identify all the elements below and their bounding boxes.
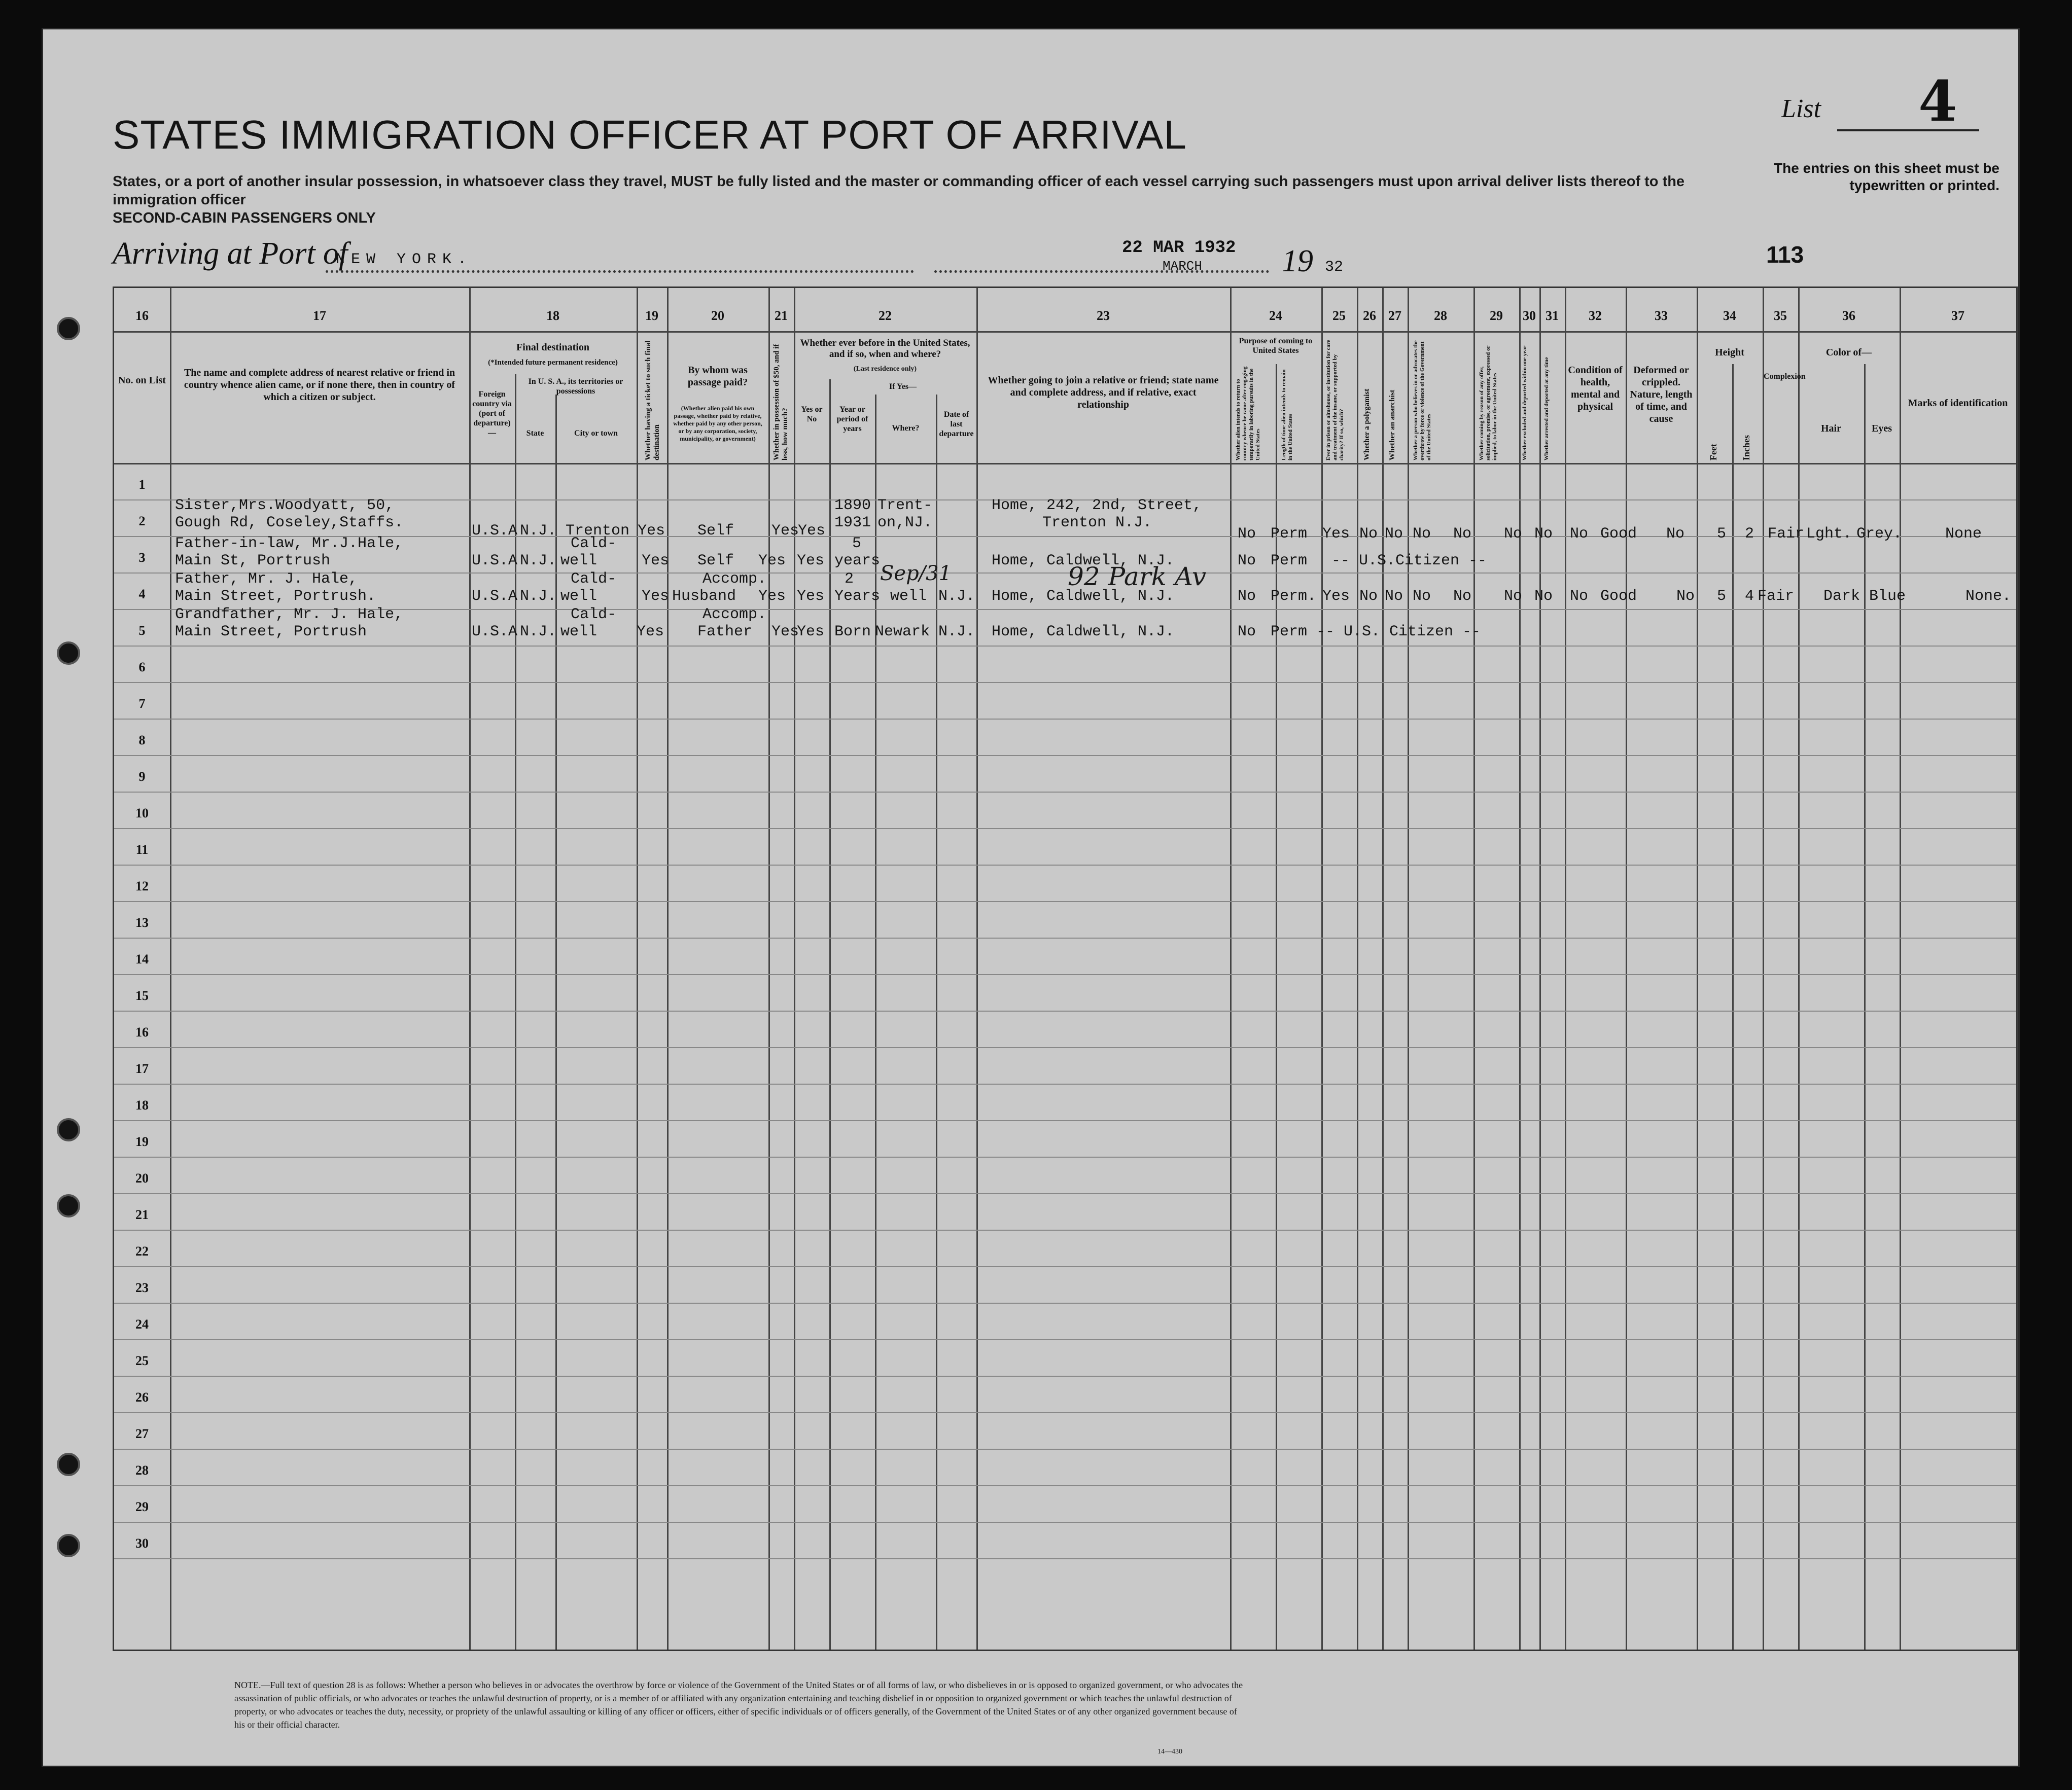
row4-yes-no: Yes (797, 623, 825, 640)
header-purpose-a: Whether alien intends to return to country whence he came after engaging temporarily in laboring pursuits in the United States (1235, 366, 1261, 460)
header-deformed: Deformed or crippled. Nature, length of time, and cause (1630, 365, 1693, 424)
row-number: 10 (135, 806, 149, 820)
row-rule (114, 1230, 2016, 1231)
column-number: 27 (1388, 308, 1401, 323)
column-number: 31 (1546, 308, 1559, 323)
row1-joining: Home, 242, 2nd, Street, (992, 497, 1202, 514)
arriving-label: Arriving at Port of (113, 236, 348, 271)
row1-q26: No (1359, 525, 1378, 543)
header-where: Where? (892, 424, 920, 433)
row-number: 16 (135, 1025, 149, 1040)
column-rule (1473, 288, 1475, 1650)
header-prison: Ever in prison or almshouse, or institution for care and treatment of the insane, or supported by charity? If so, which? (1325, 340, 1345, 460)
row-number: 24 (135, 1317, 149, 1332)
header-height: Height (1715, 347, 1744, 358)
row-rule (114, 938, 2016, 939)
row3-health: Good (1600, 588, 1637, 605)
row-number: 29 (135, 1499, 149, 1514)
header-date-departure: Date of last departure (939, 410, 974, 438)
year-prefix: 19 (1282, 244, 1313, 278)
row1-purpose: No (1238, 525, 1256, 543)
column-rule (555, 395, 557, 1650)
row1-yes-no: Yes (798, 522, 826, 540)
row-number: 26 (135, 1390, 149, 1405)
column-rule (1798, 288, 1800, 1650)
header-before-us: Whether ever before in the United States, and if so, when and where? (800, 338, 970, 360)
row3-city-2: well (560, 588, 598, 605)
list-label: List (1781, 94, 1821, 123)
row4-city: Cald- (571, 606, 617, 623)
row1-length: Perm (1271, 525, 1308, 543)
column-rule (1408, 288, 1409, 1650)
row4-year: Born (834, 623, 871, 640)
column-number: 21 (775, 308, 788, 323)
column-number: 23 (1097, 308, 1110, 323)
header-year-period: Year or period of years (836, 405, 868, 433)
row3-city: Cald- (571, 570, 617, 588)
column-number: 22 (879, 308, 892, 323)
row3-handwritten-date: Sep/31 (880, 562, 952, 585)
row3-marks: None. (1965, 588, 2012, 605)
row3-eyes: Blue (1869, 588, 1906, 605)
row1-city: Trenton (566, 522, 630, 540)
dotted-line (934, 270, 1269, 273)
row-rule (114, 1485, 2016, 1486)
row-number: 17 (135, 1061, 149, 1076)
row3-relative-addr: Main Street, Portrush. (175, 588, 376, 605)
header-rule (114, 463, 2016, 464)
row3-purpose: No (1238, 588, 1256, 605)
row1-q29: No (1504, 525, 1523, 543)
row-rule (114, 719, 2016, 720)
column-rule (768, 288, 770, 1650)
row1-inches: 2 (1745, 525, 1754, 543)
header-final-destination-sub: (*Intended future permanent residence) (488, 359, 618, 367)
row-rule (114, 646, 2016, 647)
punch-hole (57, 317, 80, 340)
column-rule (667, 288, 669, 1650)
header-if-yes: If Yes— (889, 382, 917, 391)
row1-marks: None (1945, 525, 1982, 543)
header-city: City or town (574, 429, 618, 438)
column-rule (1900, 288, 1901, 1650)
column-number: 34 (1723, 308, 1736, 323)
row3-passage-2: Husband (672, 588, 736, 605)
row1-feet: 5 (1717, 525, 1727, 543)
row-rule (114, 1303, 2016, 1304)
header-anarchist: Whether an anarchist (1388, 389, 1396, 460)
row4-where: Newark (875, 623, 930, 640)
row-rule (114, 1558, 2016, 1559)
row3-q30: No (1534, 588, 1553, 605)
row1-money: Yes (771, 522, 799, 540)
row3-complexion: Fair (1758, 588, 1795, 605)
column-number: 29 (1490, 308, 1503, 323)
row2-ticket: Yes (642, 552, 670, 569)
column-rule (1321, 288, 1323, 1650)
row-rule (114, 1449, 2016, 1450)
row3-where: well (890, 588, 927, 605)
column-number: 28 (1434, 308, 1447, 323)
row-number: 4 (138, 587, 146, 601)
row1-hair: Lght. (1806, 525, 1852, 543)
row2-relative: Father-in-law, Mr.J.Hale, (175, 535, 404, 552)
dotted-line (326, 270, 914, 273)
row4-state: N.J. (520, 623, 557, 640)
row3-q28b: No (1453, 588, 1472, 605)
column-rule (1357, 288, 1358, 1650)
row3-length: Perm. (1271, 588, 1317, 605)
manifest-sheet (42, 28, 2020, 1767)
header-joining: Whether going to join a relative or friend; state name and complete address, and if relative, exact relationship (988, 375, 1219, 410)
header-ticket: Whether having a ticket to such final destination (644, 340, 661, 460)
row4-length: Perm (1271, 623, 1308, 640)
row2-length: Perm (1271, 552, 1308, 569)
row2-year-2: years (834, 552, 881, 569)
row3-q27: No (1385, 588, 1403, 605)
row2-relative-addr: Main St, Portrush (175, 552, 331, 569)
row3-money: Yes (758, 588, 786, 605)
typewritten-note: The entries on this sheet must be typewritten or printed. (1774, 160, 1999, 193)
row-number: 9 (138, 769, 146, 784)
column-number: 16 (135, 308, 149, 323)
row1-ticket: Yes (638, 522, 665, 540)
row-number: 30 (135, 1536, 149, 1551)
row4-foreign: U.S.A (472, 623, 518, 640)
header-q28: Whether a person who believes in or advocates the overthrow by force or violence of the Government of the United States (1413, 340, 1432, 460)
row-number: 1 (138, 477, 146, 492)
column-number: 37 (1951, 308, 1964, 323)
column-rule (1626, 288, 1627, 1650)
row-rule (114, 1412, 2016, 1413)
row-number: 12 (135, 879, 149, 893)
row-rule (114, 1047, 2016, 1048)
column-rule (1763, 288, 1764, 1650)
row4-ticket: Yes (637, 623, 664, 640)
header-yes-no: Yes or No (801, 405, 823, 423)
instruction-line: States, or a port of another insular possession, in whatsoever class they travel, MUST be fully listed and the master or commanding officer of each vessel carrying such passengers must upon arrival deliver lists thereof to the immigration officer (113, 173, 1685, 208)
row3-q26: No (1359, 588, 1378, 605)
row-rule (114, 1084, 2016, 1085)
row3-deformed: No (1676, 588, 1695, 605)
header-marks: Marks of identification (1908, 398, 2008, 409)
row2-yes-no: Yes (797, 552, 825, 569)
column-rule (1732, 364, 1734, 1650)
punch-hole (57, 1118, 80, 1141)
row3-handwritten-address: 92 Park Av (1068, 562, 1207, 591)
row3-yes-no: Yes (797, 588, 825, 605)
row-number: 19 (135, 1134, 149, 1149)
row1-relative: Sister,Mrs.Woodyatt, 50, (175, 497, 395, 514)
column-number: 32 (1589, 308, 1602, 323)
header-purpose-b: Length of time alien intends to remain in the United States (1281, 369, 1293, 460)
row3-hair: Dark (1823, 588, 1860, 605)
year-suffix: 32 (1325, 259, 1344, 276)
column-rule (1539, 288, 1541, 1650)
row-rule (114, 1376, 2016, 1377)
header-money: Whether in possession of $50, and if less, how much? (772, 344, 789, 460)
sheet-header (42, 28, 2020, 278)
row-number: 8 (138, 733, 146, 747)
header-q30: Whether excluded and deported within one year (1522, 345, 1528, 460)
row-number: 7 (138, 696, 146, 711)
row3-feet: 5 (1717, 588, 1727, 605)
row3-inches: 4 (1745, 588, 1754, 605)
row2-state: N.J. (520, 552, 557, 569)
column-number: 30 (1523, 308, 1536, 323)
row1-passage: Self (697, 522, 734, 540)
column-number: 24 (1269, 308, 1282, 323)
row1-relative-addr: Gough Rd, Coseley,Staffs. (175, 514, 404, 531)
header-feet: Feet (1708, 444, 1718, 460)
row4-relative: Grandfather, Mr. J. Hale, (175, 606, 404, 623)
column-rule (1519, 288, 1521, 1650)
punch-hole (57, 641, 80, 665)
row-number: 27 (135, 1426, 149, 1441)
row2-passage: Self (697, 552, 734, 569)
row-rule (114, 974, 2016, 975)
row1-year-2: 1931 (834, 514, 871, 531)
row2-joining: Home, Caldwell, N.J. (992, 552, 1175, 569)
row3-foreign: U.S.A (472, 588, 518, 605)
row-number: 2 (138, 514, 146, 528)
column-number: 17 (313, 308, 326, 323)
row3-ticket: Yes (642, 588, 670, 605)
row1-health: Good (1600, 525, 1637, 543)
column-number: 18 (546, 308, 559, 323)
header-hair: Hair (1821, 423, 1841, 434)
column-rule (1697, 288, 1698, 1650)
row2-year: 5 (852, 535, 862, 552)
column-number: 20 (711, 308, 724, 323)
row1-q31: No (1570, 525, 1589, 543)
punch-hole (57, 1534, 80, 1557)
row-rule (114, 1011, 2016, 1012)
column-number: 36 (1842, 308, 1855, 323)
column-number: 25 (1332, 308, 1346, 323)
row-rule (114, 865, 2016, 866)
row-number: 25 (135, 1353, 149, 1368)
row4-joining: Home, Caldwell, N.J. (992, 623, 1175, 640)
row1-foreign: U.S.A (472, 522, 518, 540)
row3-q29: No (1504, 588, 1523, 605)
row-number: 6 (138, 660, 146, 674)
column-rule (1382, 288, 1384, 1650)
header-eyes: Eyes (1872, 423, 1892, 434)
row1-where-2: on,NJ. (877, 514, 933, 531)
header-passage: By whom was passage paid? (687, 365, 748, 388)
header-polygamist: Whether a polygamist (1363, 388, 1371, 460)
row3-date: N.J. (938, 588, 975, 605)
list-number: 4 (1918, 68, 1957, 134)
row1-q27: No (1385, 525, 1403, 543)
column-number: 26 (1363, 308, 1376, 323)
column-rule (469, 288, 471, 1650)
row3-q25: Yes (1322, 588, 1350, 605)
row-number: 22 (135, 1244, 149, 1259)
column-rule (170, 288, 171, 1650)
footnote: NOTE.—Full text of question 28 is as follows: Whether a person who believes in or advocates the overthrow by force or violence of the Government of the United States or of all forms of law, or who disbelieves in or is opposed to organized government, or who advocates the assassination of public officials, or who advocates or teaches the unlawful destruction of property, or is a member of or affiliated with any organization entertaining and teaching disbelief in or opposition to organized government or which teaches the unlawful destruction of property, or who advocates or teaches the duty, necessity, or propriety of the unlawful assaulting or killing of any officer or officers, either of specific individuals or of officers generally, of the Government of the United States or of any other organized government because of his or their official character. (234, 1680, 1243, 1730)
header-complexion: Complexion (1764, 372, 1806, 381)
row-rule (114, 1522, 2016, 1523)
row2-city: Cald- (571, 535, 617, 552)
column-rule (875, 395, 876, 1650)
row-rule (114, 792, 2016, 793)
list-underline (1837, 129, 1979, 131)
punch-hole (57, 1194, 80, 1218)
row3-year: 2 (845, 570, 854, 588)
row1-q28: No (1413, 525, 1431, 543)
column-rule (794, 288, 795, 1650)
month: MARCH (1163, 259, 1203, 274)
form-number: 14—430 (1157, 1748, 1182, 1756)
row-number: 5 (138, 623, 146, 638)
row4-date: N.J. (938, 623, 975, 640)
header-before-us-sub: (Last residence only) (853, 365, 917, 373)
row3-q31: No (1570, 588, 1589, 605)
header-rule (114, 331, 2016, 333)
row4-passage-2: Father (697, 623, 753, 640)
column-number: 19 (645, 308, 658, 323)
row-rule (114, 682, 2016, 683)
row4-money: Yes (771, 623, 799, 640)
row-number: 20 (135, 1171, 149, 1186)
column-rule (637, 288, 638, 1650)
date-stamp: 22 MAR 1932 (1122, 238, 1236, 258)
row-rule (114, 1120, 2016, 1121)
header-color-of: Color of— (1825, 347, 1872, 358)
row-number: 13 (135, 915, 149, 930)
header-health: Condition of health, mental and physical (1568, 365, 1623, 412)
instruction-text (113, 172, 1710, 227)
column-number: 33 (1655, 308, 1668, 323)
row1-joining-2: Trenton N.J. (1042, 514, 1152, 531)
row4-city-2: well (560, 623, 598, 640)
row3-relative: Father, Mr. J. Hale, (175, 570, 358, 588)
header-q31: Whether arrested and deported at any time (1543, 357, 1550, 460)
row-number: 18 (135, 1098, 149, 1113)
row4-citizen: -- U.S. Citizen -- (1316, 623, 1481, 640)
header-q29: Whether coming by reason of any offer, solicitation, promise, or agreement, expressed or implied, to labor in the United States (1479, 345, 1498, 460)
manifest-table (113, 287, 2018, 1651)
column-number: 35 (1774, 308, 1787, 323)
row3-q28: No (1413, 588, 1431, 605)
row-number: 11 (135, 842, 149, 857)
row-number: 21 (135, 1207, 149, 1222)
page-number: 113 (1766, 241, 1804, 268)
row-rule (114, 828, 2016, 829)
row1-q25: Yes (1322, 525, 1350, 543)
row1-eyes: Grey. (1856, 525, 1903, 543)
row4-purpose: No (1238, 623, 1256, 640)
header-purpose: Purpose of coming to United States (1239, 337, 1313, 355)
row-number: 14 (135, 952, 149, 966)
header-in-usa: In U. S. A., its territories or possessions (528, 377, 623, 396)
row1-where: Trent- (877, 497, 933, 514)
row1-year: 1890 (834, 497, 871, 514)
header-state: State (526, 429, 544, 438)
class-line: SECOND-CABIN PASSENGERS ONLY (113, 210, 376, 226)
column-rule (976, 288, 978, 1650)
row1-complexion: Fair (1768, 525, 1805, 543)
row-rule (114, 572, 2016, 574)
row2-city-2: well (560, 552, 598, 569)
row4-relative-addr: Main Street, Portrush (175, 623, 367, 640)
row1-q30: No (1534, 525, 1553, 543)
row-number: 23 (135, 1280, 149, 1295)
row-rule (114, 1266, 2016, 1267)
header-passage-sub: (Whether alien paid his own passage, whether paid by relative, whether paid by any other person, or by any corporation, society, municipality, or government) (673, 405, 762, 442)
row-rule (114, 755, 2016, 756)
header-no-on-list: No. on List (118, 375, 166, 386)
row3-passage: Accomp. (703, 570, 767, 588)
row1-deformed: No (1666, 525, 1685, 543)
row3-year-2: Years (834, 588, 881, 605)
row4-passage: Accomp. (703, 606, 767, 623)
row2-foreign: U.S.A (472, 552, 518, 569)
row-rule (114, 1339, 2016, 1340)
column-rule (1864, 364, 1866, 1650)
header-final-destination: Final destination (516, 342, 589, 353)
column-rule (1565, 288, 1566, 1650)
row-rule (114, 1157, 2016, 1158)
header-foreign-country: Foreign country via (port of departure)— (472, 390, 512, 437)
row2-purpose: No (1238, 552, 1256, 569)
row-number: 28 (135, 1463, 149, 1478)
header-relative: The name and complete address of nearest relative or friend in country whence alien came, or if none there, then in country of which a citizen or subject. (184, 367, 455, 403)
row1-state: N.J. (520, 522, 557, 540)
sheet-title: STATES IMMIGRATION OFFICER AT PORT OF ARRIVAL (113, 112, 1187, 157)
row-number: 3 (138, 550, 146, 565)
column-rule (829, 379, 831, 1650)
port-name: NEW YORK. (336, 251, 473, 268)
row2-citizen: -- U.S.Citizen -- (1331, 552, 1487, 569)
row3-state: N.J. (520, 588, 557, 605)
row-number: 15 (135, 988, 149, 1003)
row3-joining: Home, Caldwell, N.J. (992, 588, 1175, 605)
row1-q28b: No (1453, 525, 1472, 543)
row2-money: Yes (758, 552, 786, 569)
row-rule (114, 901, 2016, 902)
row-rule (114, 1193, 2016, 1194)
punch-hole (57, 1453, 80, 1476)
header-inches: Inches (1741, 435, 1751, 460)
column-rule (1230, 288, 1232, 1650)
